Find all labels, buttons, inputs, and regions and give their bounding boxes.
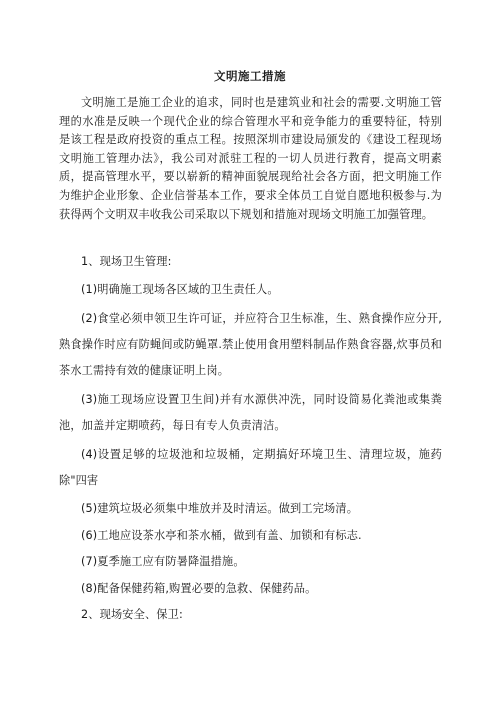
list-item: (5)建筑垃圾必须集中堆放并及时清运。做到工完场清。 — [81, 502, 359, 515]
section-heading-hygiene: 1、现场卫生管理: — [81, 255, 172, 268]
list-item: (8)配备保健药箱,购置必要的急救、保健药品。 — [81, 582, 317, 595]
section-heading-security: 2、现场安全、保卫: — [81, 608, 183, 621]
list-item: (3)施工现场应设置卫生间)并有水源供冲洗，同时设简易化粪池或集粪池，加盖并定期喷药，每日有专人负责清洁。 — [59, 393, 442, 432]
list-item: (2)食堂必须申领卫生许可证，并应符合卫生标准，生、熟食操作应分开,熟食操作时应有防蝇间或防蝇罩.禁止使用食用塑料制品作熟食容器,炊事员和茶水工需持有效的健康证明上岗。 — [59, 312, 442, 377]
document-title: 文明施工措施 — [214, 69, 286, 83]
list-item: (4)设置足够的垃圾池和垃圾桶，定期搞好环境卫生、清理垃圾，施药除"四害 — [59, 448, 442, 487]
list-item: (1)明确施工现场各区域的卫生责任人。 — [81, 283, 279, 296]
list-item: (7)夏季施工应有防暑降温措施。 — [81, 555, 245, 568]
list-item: (6)工地应设茶水亭和茶水桶，做到有盖、加锁和有标志. — [81, 529, 362, 542]
intro-paragraph: 文明施工是施工企业的追求，同时也是建筑业和社会的需要.文明施工管理的水准是反映一个现代企业的综合管理水平和竞争能力的重要特征，特别是该工程是政府投资的重点工程。按照深圳市建设局颁发的《建设工程现场文明施工管理办法》，我公司对派驻工程的一切人员进行教育，提高文明素质，提高管理水平，要以崭新的精神面貌展现给社会各方面，把文明施工作为维护企业形象、企业信誉基本工作，要求全体员工自觉自愿地积极参与.为获得两个文明双丰收我公司采取以下规划和措施对现场文明施工加强管理。 — [59, 96, 442, 221]
